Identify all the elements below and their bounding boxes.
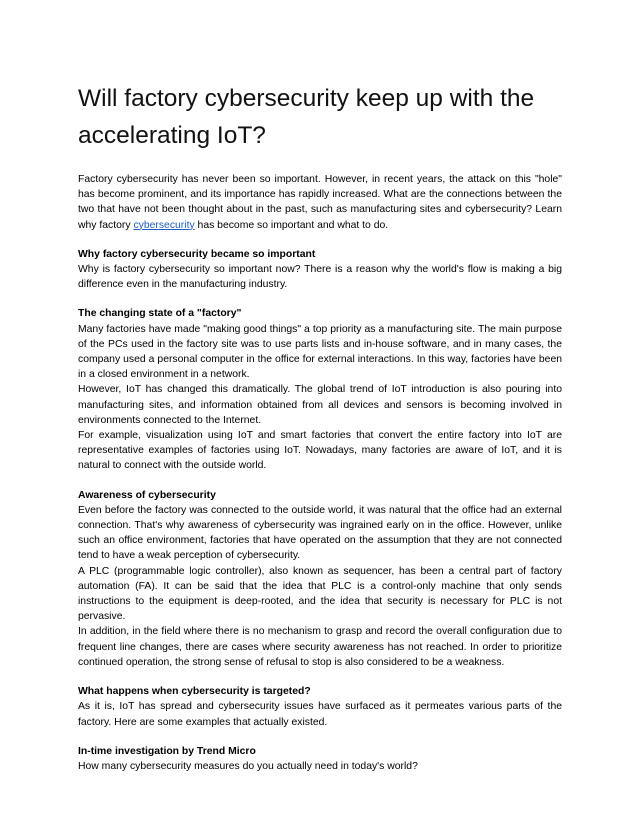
section-paragraph: As it is, IoT has spread and cybersecurity issues have surfaced as it permeates various parts of the factory. Here are some examples that actually existed. [78,701,562,728]
section-heading: What happens when cybersecurity is targeted? [78,686,311,698]
section-heading: In-time investigation by Trend Micro [78,745,256,757]
section-paragraph: Even before the factory was connected to the outside world, it was natural that the office had an external connection. That's why awareness of cybersecurity was ingrained early on in the office. However, unlike such an office environment, factories that have operated on the assumption that they are not connected tend to have a weak perception of cybersecurity. [78,504,562,562]
section-paragraph: Many factories have made "making good things" a top priority as a manufacturing site. The main purpose of the PCs used in the factory site was to use parts lists and in-house software, and in many cases, the company used a personal computer in the office for external interactions. In this way, factories have been in a closed environment in a network. [78,323,562,381]
section-paragraph: A PLC (programmable logic controller), also known as sequencer, has been a central part of factory automation (FA). It can be said that the idea that PLC is a control-only machine that only sends instructions to the equipment is deep-rooted, and the idea that security is necessary for PLC is not pervasive. [78,565,562,623]
intro-text-before: Factory cybersecurity has never been so important. However, in recent years, the attack on this "hole" has become prominent, and its importance has rapidly increased. What are the connections between the two that have not been thought about in the past, such as manufacturing sites and cybersecurity? Learn why factory [78,174,562,231]
section-paragraph: How many cybersecurity measures do you actually need in today's world? [78,760,418,772]
section-paragraph: For example, visualization using IoT and smart factories that convert the entire factory into IoT are representative examples of factories using IoT. Nowadays, many factories are aware of IoT, and it is natural to connect with the outside world. [78,430,562,472]
section-heading: Awareness of cybersecurity [78,489,216,501]
article [78,80,562,774]
intro-paragraph [78,172,562,233]
cybersecurity-link[interactable]: cybersecurity [133,219,195,231]
page-title: Will factory cybersecurity keep up with the accelerating IoT? [78,85,535,149]
intro-text-after: has become so important and what to do. [194,219,389,231]
section-heading: Why factory cybersecurity became so important [78,248,316,260]
section-paragraph: Why is factory cybersecurity so important now? There is a reason why the world's flow is making a big difference even in the manufacturing industry. [78,264,562,291]
section-paragraph: However, IoT has changed this dramatically. The global trend of IoT introduction is also pouring into manufacturing sites, and information obtained from all devices and sensors is becoming involved in environments connected to the Internet. [78,384,562,426]
section-heading: The changing state of a "factory" [78,308,242,320]
section-paragraph: In addition, in the field where there is no mechanism to grasp and record the overall configuration due to frequent line changes, there are cases where security awareness has not reached. In order to prioritize continued operation, the strong sense of refusal to stop is also considered to be a weakness. [78,626,562,668]
